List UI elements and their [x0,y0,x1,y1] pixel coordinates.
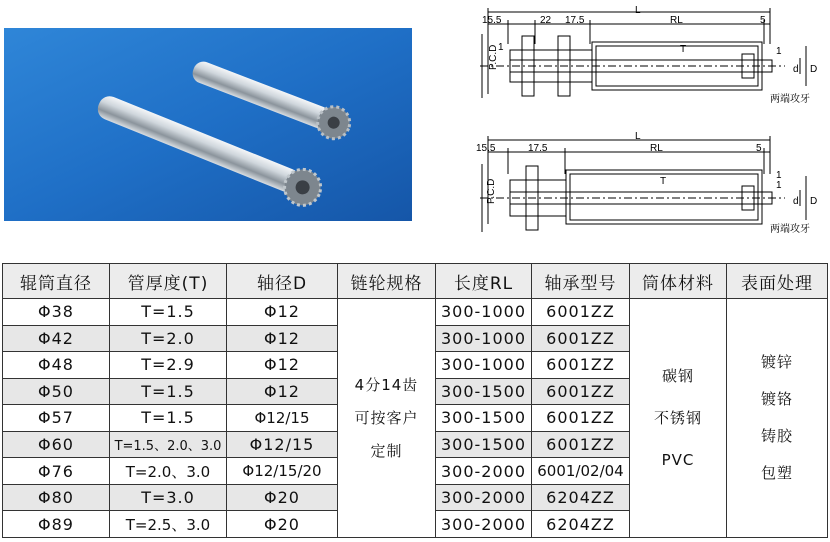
cell-length: 300-2000 [436,511,532,538]
svg-text:L: L [635,5,641,16]
svg-text:5: 5 [756,143,762,154]
cell-thickness: T=2.5、3.0 [110,511,227,538]
table-header-row [3,264,828,299]
cell-shaft: Φ12 [227,325,338,352]
cell-thickness: T=2.0 [110,325,227,352]
header-material: 筒体材料 [630,264,727,299]
header-finish: 表面处理 [727,264,828,299]
cell-length: 300-1000 [436,325,532,352]
cell-shaft: Φ20 [227,484,338,511]
cell-shaft: Φ12 [227,299,338,326]
cell-length: 300-2000 [436,458,532,485]
cell-diameter: Φ76 [3,458,110,485]
svg-text:d: d [793,196,799,207]
svg-text:22: 22 [540,15,552,26]
header-length: 长度RL [436,264,532,299]
cell-thickness: T=2.0、3.0 [110,458,227,485]
cell-bearing: 6001ZZ [532,352,630,379]
cell-thickness: T=1.5 [110,378,227,405]
svg-text:D: D [810,196,818,207]
svg-text:17.5: 17.5 [565,15,585,26]
cell-length: 300-1500 [436,431,532,458]
svg-text:T: T [680,44,687,55]
roller-drawing-single-sprocket [470,128,826,256]
cell-thickness: T=1.5、2.0、3.0 [110,431,227,458]
header-thickness: 管厚度(T) [110,264,227,299]
cell-diameter: Φ60 [3,431,110,458]
header-bearing: 轴承型号 [532,264,630,299]
cell-bearing: 6204ZZ [532,484,630,511]
cell-thickness: T=3.0 [110,484,227,511]
svg-text:15.5: 15.5 [482,15,502,26]
cell-shaft: Φ12/15 [227,405,338,432]
svg-text:L: L [635,131,641,142]
cell-length: 300-1500 [436,378,532,405]
cell-diameter: Φ89 [3,511,110,538]
cell-material: 碳钢 不锈钢 PVC [630,299,727,538]
cell-bearing: 6001/02/04 [532,458,630,485]
svg-text:RL: RL [670,15,683,26]
cell-bearing: 6001ZZ [532,378,630,405]
product-photo [4,28,412,221]
cell-thickness: T=1.5 [110,405,227,432]
cell-length: 300-1500 [436,405,532,432]
cell-bearing: 6204ZZ [532,511,630,538]
svg-text:D: D [810,64,818,75]
cell-finish: 镀锌 镀铬 铸胶 包塑 [727,299,828,538]
svg-text:5: 5 [760,15,766,26]
svg-text:15.5: 15.5 [476,143,496,154]
svg-text:1: 1 [776,180,782,191]
roller-drawing-double-sprocket [470,4,826,124]
cell-bearing: 6001ZZ [532,431,630,458]
svg-text:1: 1 [776,46,782,57]
cell-diameter: Φ48 [3,352,110,379]
cell-length: 300-2000 [436,484,532,511]
header-sprocket: 链轮规格 [338,264,436,299]
cell-bearing: 6001ZZ [532,405,630,432]
cell-thickness: T=2.9 [110,352,227,379]
svg-text:P.C.D: P.C.D [488,44,499,70]
header-diameter: 辊筒直径 [3,264,110,299]
svg-text:P.C.D: P.C.D [486,178,497,204]
cell-length: 300-1000 [436,352,532,379]
svg-text:17.5: 17.5 [528,143,548,154]
svg-text:1: 1 [498,42,504,53]
cell-sprocket: 4分14齿 可按客户 定制 [338,299,436,538]
cell-bearing: 6001ZZ [532,325,630,352]
cell-bearing: 6001ZZ [532,299,630,326]
cell-shaft: Φ12/15/20 [227,458,338,485]
header-shaft: 轴径D [227,264,338,299]
cell-shaft: Φ12/15 [227,431,338,458]
svg-text:1: 1 [776,170,782,181]
cell-diameter: Φ38 [3,299,110,326]
cell-diameter: Φ80 [3,484,110,511]
svg-text:两端攻牙: 两端攻牙 [770,94,810,105]
svg-text:两端攻牙: 两端攻牙 [770,224,810,235]
cell-shaft: Φ12 [227,352,338,379]
cell-thickness: T=1.5 [110,299,227,326]
cell-length: 300-1000 [436,299,532,326]
cell-diameter: Φ57 [3,405,110,432]
cell-shaft: Φ20 [227,511,338,538]
cell-diameter: Φ50 [3,378,110,405]
svg-text:T: T [660,176,667,187]
cell-shaft: Φ12 [227,378,338,405]
svg-text:d: d [793,64,799,75]
cell-diameter: Φ42 [3,325,110,352]
spec-table [2,263,828,538]
table-row [3,299,828,326]
svg-text:RL: RL [650,143,663,154]
